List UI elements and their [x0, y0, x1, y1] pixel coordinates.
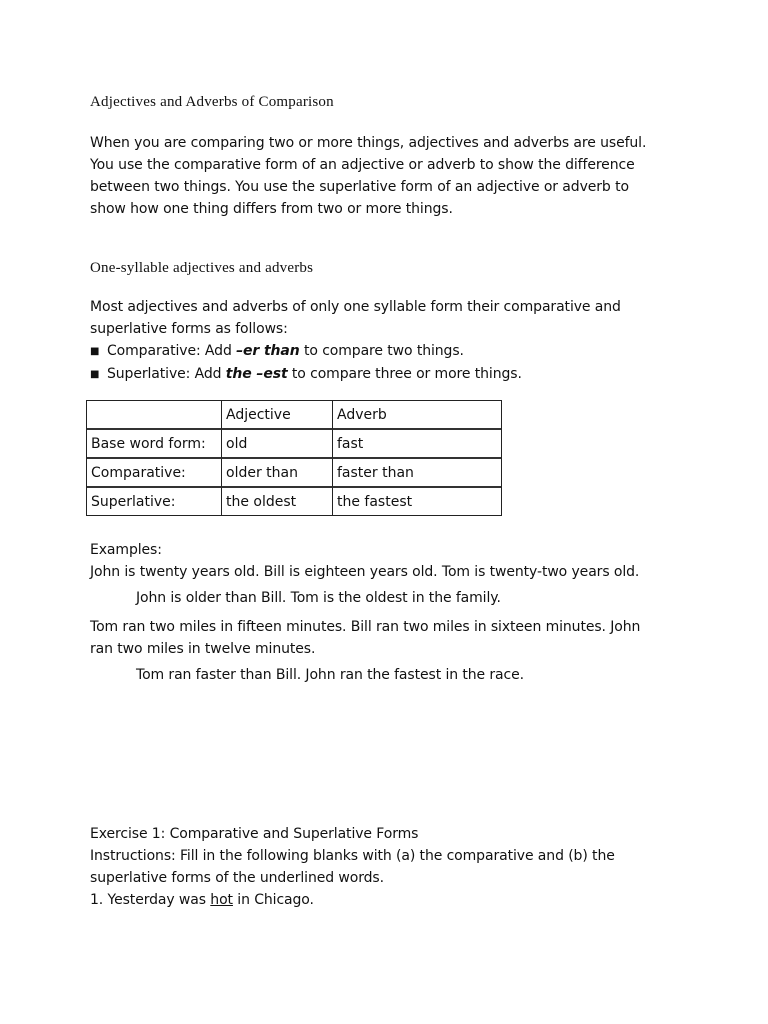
table-header-cell: Adverb	[333, 401, 501, 430]
intro-line: You use the comparative form of an adjective or adverb to show the difference	[90, 157, 635, 173]
table-cell: Comparative:	[87, 459, 222, 488]
examples-label: Examples:	[90, 542, 162, 558]
bullet-suffix: to compare two things.	[299, 343, 464, 359]
exercise-item	[90, 889, 690, 911]
intro-paragraph	[90, 132, 690, 220]
table-header-cell: Adjective	[222, 401, 333, 430]
table-cell: the fastest	[337, 493, 413, 510]
exercise-item-suffix: in Chicago.	[232, 892, 314, 908]
intro-line: show how one thing differs from two or more things.	[90, 201, 453, 217]
exercise-title: Exercise 1: Comparative and Superlative Forms	[90, 826, 419, 842]
table-cell: the oldest	[222, 488, 333, 515]
table-row	[87, 488, 501, 515]
example-sentence: ran two miles in twelve minutes.	[90, 641, 316, 657]
bullet-suffix: to compare three or more things.	[287, 366, 522, 382]
bullet-square-icon: ■	[90, 369, 100, 380]
table-cell: old	[222, 430, 333, 459]
section-line: superlative forms as follows:	[90, 321, 288, 337]
bullet-square-icon: ■	[90, 346, 100, 357]
exercise-instructions: superlative forms of the underlined words.	[90, 870, 384, 886]
table-row	[87, 430, 501, 459]
bullet-emphasis: –er than	[236, 343, 300, 359]
table-cell: Base word form:	[87, 430, 222, 459]
section-line: Most adjectives and adverbs of only one syllable form their comparative and	[90, 299, 621, 315]
intro-line: between two things. You use the superlative form of an adjective or adverb to	[90, 179, 629, 195]
bullet-prefix: Comparative: Add	[107, 343, 237, 359]
table-header-cell	[87, 401, 222, 430]
page-title: Adjectives and Adverbs of Comparison	[90, 94, 334, 110]
table-cell: older than	[222, 459, 333, 488]
intro-line: When you are comparing two or more things, adjectives and adverbs are useful.	[90, 135, 647, 151]
bullet-item	[90, 340, 690, 363]
exercise-block	[90, 823, 690, 911]
bullet-emphasis: the –est	[225, 366, 288, 382]
example-result: John is older than Bill. Tom is the oldest in the family.	[136, 590, 501, 606]
example-result: Tom ran faster than Bill. John ran the fastest in the race.	[136, 667, 524, 683]
table-cell: fast	[333, 430, 501, 459]
examples-block	[90, 539, 690, 611]
bullet-item	[90, 363, 690, 386]
exercise-instructions: Instructions: Fill in the following blanks with (a) the comparative and (b) the	[90, 848, 615, 864]
section-heading: One-syllable adjectives and adverbs	[90, 260, 314, 276]
example-sentence: John is twenty years old. Bill is eighteen years old. Tom is twenty-two years old.	[90, 564, 640, 580]
table-row	[87, 459, 501, 488]
comparison-table	[86, 400, 502, 516]
table-cell: faster than	[333, 459, 501, 488]
table-cell: Superlative:	[87, 488, 222, 515]
section-paragraph	[90, 296, 690, 386]
example-sentence: Tom ran two miles in fifteen minutes. Bill ran two miles in sixteen minutes. John	[90, 619, 641, 635]
underlined-word: hot	[210, 892, 233, 908]
table-header-row	[87, 401, 501, 430]
bullet-prefix: Superlative: Add	[107, 366, 226, 382]
example-two-block	[90, 616, 690, 688]
exercise-item-prefix: 1. Yesterday was	[90, 892, 211, 908]
